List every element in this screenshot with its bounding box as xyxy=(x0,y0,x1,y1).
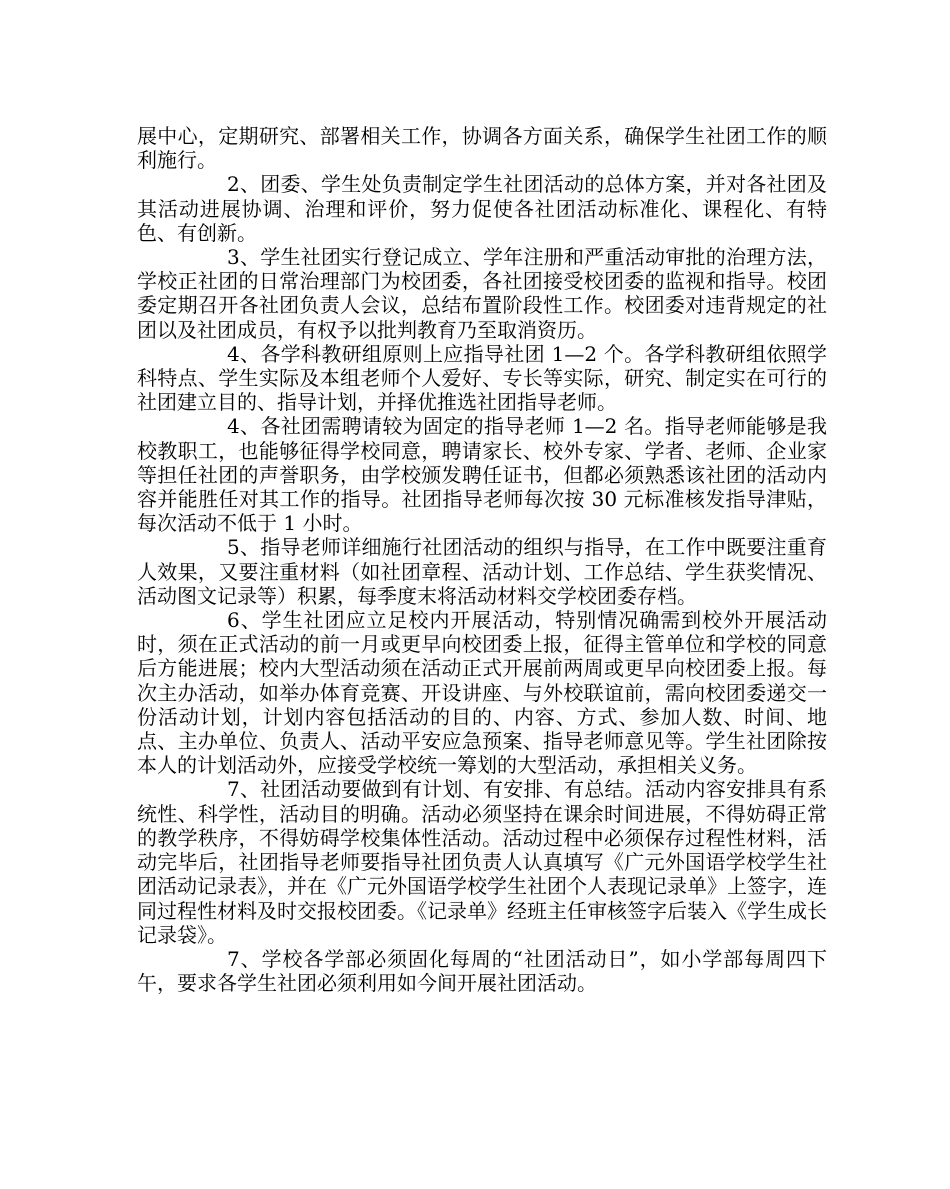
paragraph: 7、学校各学部必须固化每周的“社团活动日”，如小学部每周四下午，要求各学生社团必须利用如今间开展社团活动。 xyxy=(137,946,827,996)
document-page xyxy=(137,124,827,995)
paragraph: 4、各学科教研组原则上应指导社团 1—2 个。各学科教研组依照学科特点、学生实际及本组老师个人爱好、专长等实际，研究、制定实在可行的社团建立目的、指导计划，并择优推选社团指导老师。 xyxy=(137,341,827,415)
paragraph: 6、学生社团应立足校内开展活动，特别情况确需到校外开展活动时，须在正式活动的前一月或更早向校团委上报，征得主管单位和学校的同意后方能进展；校内大型活动须在活动正式开展前两周或更早向校团委上报。每次主办活动，如举办体育竞赛、开设讲座、与外校联谊前，需向校团委递交一份活动计划，计划内容包括活动的目的、内容、方式、参加人数、时间、地点、主办单位、负责人、活动平安应急预案、指导老师意见等。学生社团除按本人的计划活动外，应接受学校统一筹划的大型活动，承担相关义务。 xyxy=(137,608,827,778)
paragraph: 3、学生社团实行登记成立、学年注册和严重活动审批的治理方法，学校正社团的日常治理部门为校团委，各社团接受校团委的监视和指导。校团委定期召开各社团负责人会议，总结布置阶段性工作。校团委对违背规定的社团以及社团成员，有权予以批判教育乃至取消资历。 xyxy=(137,245,827,342)
paragraph: 4、各社团需聘请较为固定的指导老师 1—2 名。指导老师能够是我校教职工，也能够征得学校同意，聘请家长、校外专家、学者、老师、企业家等担任社团的声誉职务，由学校颁发聘任证书，但都必须熟悉该社团的活动内容并能胜任对其工作的指导。社团指导老师每次按 30 元标准核发指导津贴，每次活动不低于 1 小时。 xyxy=(137,414,827,536)
paragraph: 2、团委、学生处负责制定学生社团活动的总体方案，并对各社团及其活动进展协调、治理和评价，努力促使各社团活动标准化、课程化、有特色、有创新。 xyxy=(137,172,827,245)
paragraph: 5、指导老师详细施行社团活动的组织与指导，在工作中既要注重育人效果，又要注重材料（如社团章程、活动计划、工作总结、学生获奖情况、活动图文记录等）积累，每季度末将活动材料交学校团委存档。 xyxy=(137,535,827,608)
paragraph: 7、社团活动要做到有计划、有安排、有总结。活动内容安排具有系统性、科学性，活动目的明确。活动必须坚持在课余时间进展，不得妨碍正常的教学秩序，不得妨碍学校集体性活动。活动过程中必须保存过程性材料，活动完毕后，社团指导老师要指导社团负责人认真填写《广元外国语学校学生社团活动记录表》，并在《广元外国语学校学生社团个人表现记录单》上签字，连同过程性材料及时交报校团委。《记录单》经班主任审核签字后装入《学生成长记录袋》。 xyxy=(137,777,827,947)
paragraph: 展中心，定期研究、部署相关工作，协调各方面关系，确保学生社团工作的顺利施行。 xyxy=(137,124,827,173)
